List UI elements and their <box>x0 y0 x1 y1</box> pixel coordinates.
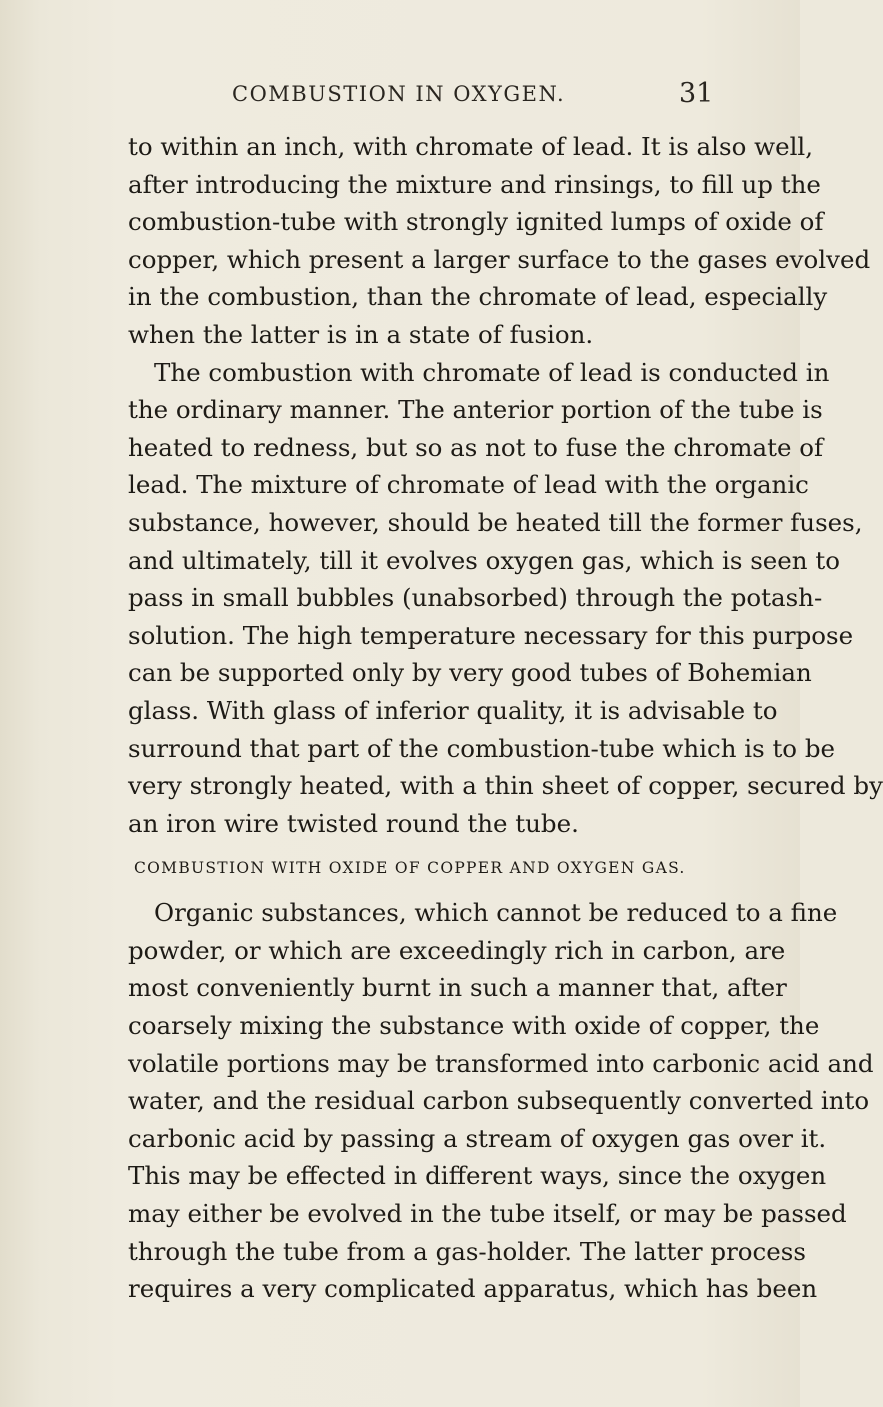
text-line: surround that part of the combustion-tube which is to be <box>128 733 836 763</box>
paragraph-continuation <box>128 128 871 354</box>
text-line: substance, however, should be heated till the former fuses, <box>128 507 863 537</box>
paragraph-oxide-of-copper <box>128 894 874 1308</box>
text-line: through the tube from a gas-holder. The latter process <box>128 1236 806 1266</box>
text-line: water, and the residual carbon subsequently converted into <box>128 1086 870 1116</box>
paragraph-chromate-combustion <box>128 354 883 843</box>
text-line: The combustion with chromate of lead is conducted in <box>154 357 830 387</box>
body-text <box>128 128 883 1308</box>
section-heading: COMBUSTION WITH OXIDE OF COPPER AND OXYGEN GAS. <box>134 859 686 878</box>
text-line: most conveniently burnt in such a manner that, after <box>128 973 787 1003</box>
text-line: coarsely mixing the substance with oxide of copper, the <box>128 1011 820 1041</box>
text-line: when the latter is in a state of fusion. <box>128 319 594 349</box>
text-line: can be supported only by very good tubes of Bohemian <box>128 658 812 688</box>
text-line: volatile portions may be transformed into carbonic acid and <box>128 1048 874 1078</box>
running-title: COMBUSTION IN OXYGEN. <box>232 82 566 106</box>
text-line: heated to redness, but so as not to fuse the chromate of <box>128 432 824 462</box>
text-line: glass. With glass of inferior quality, it is advisable to <box>128 695 778 725</box>
text-line: This may be effected in different ways, since the oxygen <box>128 1161 827 1191</box>
text-line: powder, or which are exceedingly rich in carbon, are <box>128 935 786 965</box>
text-line: after introducing the mixture and rinsings, to fill up the <box>128 169 821 199</box>
text-line: and ultimately, till it evolves oxygen gas, which is seen to <box>128 545 840 575</box>
text-line: solution. The high temperature necessary for this purpose <box>128 620 854 650</box>
text-line: carbonic acid by passing a stream of oxygen gas over it. <box>128 1123 827 1153</box>
text-line: to within an inch, with chromate of lead. It is also well, <box>128 132 814 161</box>
text-line: lead. The mixture of chromate of lead with the organic <box>128 470 809 500</box>
text-line: may either be evolved in the tube itself, or may be passed <box>128 1199 847 1229</box>
text-line: combustion-tube with strongly ignited lumps of oxide of <box>128 207 824 237</box>
page-header <box>0 78 800 118</box>
text-line: copper, which present a larger surface to the gases evolved <box>128 244 871 274</box>
page-number: 31 <box>679 78 714 109</box>
text-line: the ordinary manner. The anterior portion of the tube is <box>128 395 823 425</box>
text-line: Organic substances, which cannot be reduced to a fine <box>154 898 838 928</box>
text-line: requires a very complicated apparatus, which has been <box>128 1274 818 1304</box>
text-line: in the combustion, than the chromate of lead, especially <box>128 282 828 312</box>
text-line: pass in small bubbles (unabsorbed) through the potash- <box>128 583 823 613</box>
text-line: very strongly heated, with a thin sheet of copper, secured by <box>128 771 883 801</box>
text-line: an iron wire twisted round the tube. <box>128 808 579 838</box>
